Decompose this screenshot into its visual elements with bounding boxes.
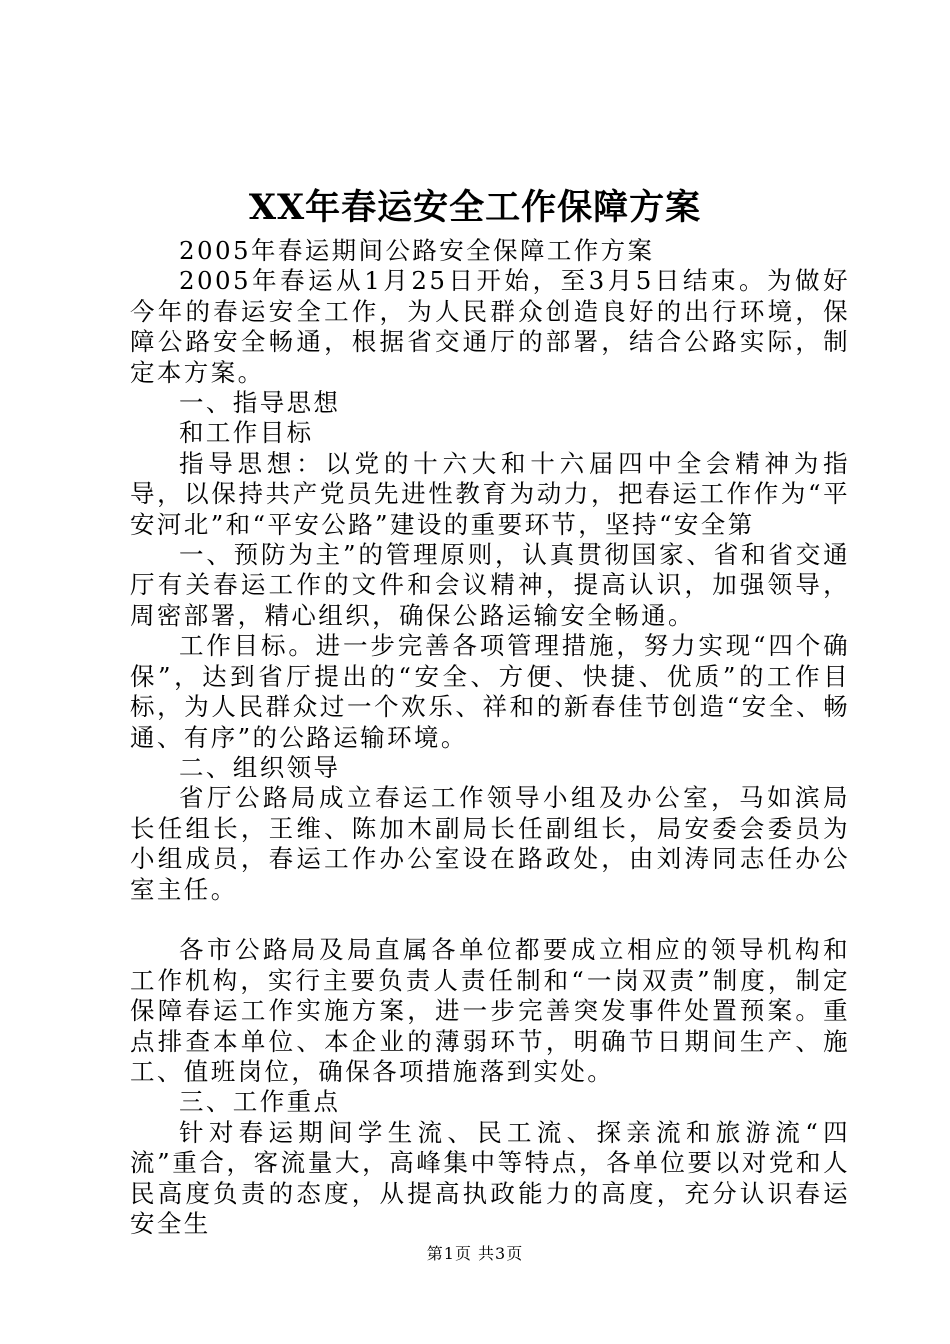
paragraph-prevention-principle: 一、预防为主”的管理原则，认真贯彻国家、省和省交通厅有关春运工作的文件和会议精神，提高认识，加强领导，周密部署，精心组织，确保公路运输安全畅通。 <box>130 540 850 630</box>
page-footer: 第1页 共3页 <box>426 1244 524 1263</box>
heading-organization: 二、组织领导 <box>179 752 341 782</box>
heading-work-focus: 三、工作重点 <box>179 1087 341 1117</box>
paragraph-leadership-group: 省厅公路局成立春运工作领导小组及办公室，马如滨局长任组长，王维、陈加木副局长任副组长，局安委会委员为小组成员，春运工作办公室设在路政处，由刘涛同志任办公室主任。 <box>130 783 850 904</box>
paragraph-guiding-ideology: 指导思想：以党的十六大和十六届四中全会精神为指导，以保持共产党员先进性教育为动力，把春运工作作为“平安河北”和“平安公路”建设的重要环节，坚持“安全第 <box>130 448 850 539</box>
document-title: XX年春运安全工作保障方案 <box>248 187 702 228</box>
document-body <box>130 236 850 1239</box>
paragraph-subtitle: 2005年春运期间公路安全保障工作方案 <box>179 236 655 265</box>
heading-work-goals: 和工作目标 <box>179 418 314 448</box>
paragraph-work-goals: 工作目标。进一步完善各项管理措施，努力实现“四个确保”，达到省厅提出的“安全、方便、快捷、优质”的工作目标，为人民群众过一个欢乐、祥和的新春佳节创造“安全、畅通、有序”的公路运输环境。 <box>130 631 850 752</box>
heading-guiding-ideology: 一、指导思想 <box>179 388 341 418</box>
paragraph-work-focus: 针对春运期间学生流、民工流、探亲流和旅游流“四流”重合，客流量大，高峰集中等特点，各单位要以对党和人民高度负责的态度，从提高执政能力的高度，充分认识春运安全生 <box>130 1117 850 1238</box>
paragraph-local-bureaus: 各市公路局及局直属各单位都要成立相应的领导机构和工作机构，实行主要负责人责任制和“一岗双责”制度，制定保障春运工作实施方案，进一步完善突发事件处置预案。重点排查本单位、本企业的薄弱环节，明确节日期间生产、施工、值班岗位，确保各项措施落到实处。 <box>130 935 850 1086</box>
paragraph-intro: 2005年春运从1月25日开始，至3月5日结束。为做好今年的春运安全工作，为人民群众创造良好的出行环境，保障公路安全畅通，根据省交通厅的部署，结合公路实际，制定本方案。 <box>130 266 850 387</box>
